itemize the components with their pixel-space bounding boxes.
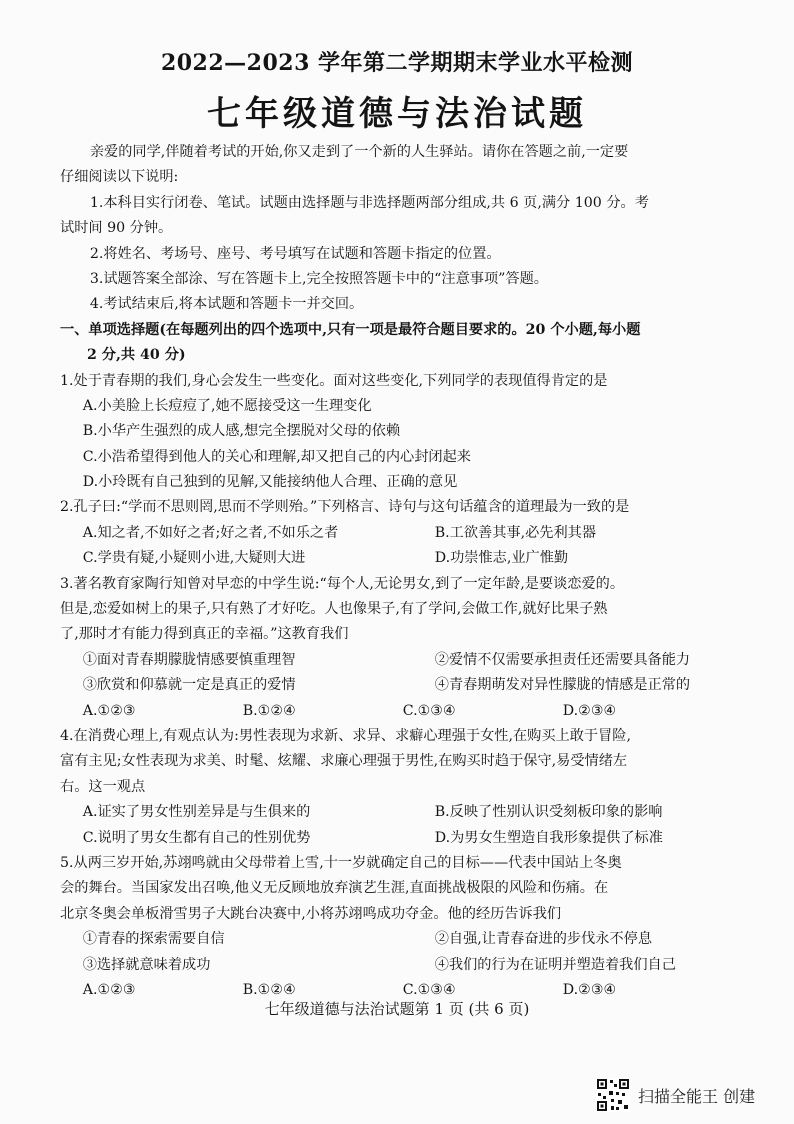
question-3-options-row [60,699,750,724]
question-4-option-a: A.证实了男女性别差异是与生俱来的 [82,804,311,821]
exam-content [60,140,750,1003]
question-2-option-c: C.学贵有疑,小疑则小进,大疑则大进 [82,550,306,567]
question-4-option-c: C.说明了男女生都有自己的性别优势 [82,829,311,846]
question-1-option-c: C.小浩希望得到他人的关心和理解,却又把自己的内心封闭起来 [82,448,471,465]
question-3-statement-1: ①面对青春期朦胧情感要慎重理智 [82,651,296,668]
question-3-stem-cont: 了,那时才有能力得到真正的幸福。”这教育我们 [60,626,349,643]
question-3-option-c: C.①③④ [402,702,456,719]
exam-subject-title: 七年级道德与法治试题 [207,94,587,134]
question-1-option-a: A.小美脸上长痘痘了,她不愿接受这一生理变化 [82,397,372,414]
question-5-stem: 5.从两三岁开始,苏翊鸣就由父母带着上雪,十一岁就确定自己的目标——代表中国站上冬奥 [60,854,622,871]
question-5-statement-1: ①青春的探索需要自信 [82,931,225,948]
question-5-option-b: B.①②④ [242,981,296,998]
question-3-stem-cont: 但是,恋爱如树上的果子,只有熟了才好吃。人也像果子,有了学问,会做工作,就好比果子熟 [60,601,608,618]
question-2-option-b: B.工欲善其事,必先利其器 [434,524,597,541]
instruction-1-cont: 试时间 90 分钟。 [60,220,173,237]
question-1-option-b: B.小华产生强烈的成人感,想完全摆脱对父母的依赖 [82,423,401,440]
question-3-statement-4: ④青春期萌发对异性朦胧的情感是正常的 [434,677,691,694]
question-5-option-c: C.①③④ [402,981,456,998]
question-5-statements-row [60,953,750,978]
question-3-option-b: B.①②④ [242,702,296,719]
intro-line: 亲爱的同学,伴随着考试的开始,你又走到了一个新的人生驿站。请你在答题之前,一定要 [89,144,629,160]
question-4-stem-cont: 右。这一观点 [60,778,146,795]
instruction-1: 1.本科目实行闭卷、笔试。试题由选择题与非选择题两部分组成,共 6 页,满分 100 分。考 [89,194,649,211]
scanner-label: 扫描全能王 创建 [638,1086,756,1106]
question-5-statement-4: ④我们的行为在证明并塑造着我们自己 [434,956,676,973]
question-3-statement-3: ③欣赏和仰慕就一定是真正的爱情 [82,677,296,694]
exam-term-title: 2022—2023 学年第二学期期末学业水平检测 [160,50,634,76]
question-2-option-a: A.知之者,不如好之者;好之者,不如乐之者 [82,524,339,541]
question-3-stem: 3.著名教育家陶行知曾对早恋的中学生说:“每个人,无论男女,到了一定年龄,是要谈恋爱的。 [60,575,625,592]
question-4-stem-cont: 富有主见;女性表现为求美、时髦、炫耀、求廉心理强于男性,在购买时趋于保守,易受情绪左 [60,753,628,770]
question-2-options-row [60,521,750,546]
question-1-stem: 1.处于青春期的我们,身心会发生一些变化。面对这些变化,下列同学的表现值得肯定的是 [60,372,608,389]
page-footer: 七年级道德与法治试题第 1 页 (共 6 页) [264,1000,530,1018]
question-5-statement-3: ③选择就意味着成功 [82,956,211,973]
question-5-statement-2: ②自强,让青春奋进的步伐永不停息 [434,931,653,948]
instruction-2: 2.将姓名、考场号、座号、考号填写在试题和答题卡指定的位置。 [89,245,501,262]
question-3-statements-row [60,673,750,698]
question-5-stem-cont: 会的舞台。当国家发出召唤,他义无反顾地放弃演艺生涯,直面挑战极限的风险和伤痛。在 [60,880,609,897]
question-2-stem: 2.孔子曰:“学而不思则罔,思而不学则殆。”下列格言、诗句与这句话蕴含的道理最为一致的是 [60,499,630,516]
section-heading: 一、单项选择题(在每题列出的四个选项中,只有一项是最符合题目要求的。20 个小题,每小题 [60,321,641,338]
question-4-options-row [60,826,750,851]
question-4-stem: 4.在消费心理上,有观点认为:男性表现为求新、求异、求癖心理强于女性,在购买上敢于冒险, [60,727,631,744]
question-5-option-a: A.①②③ [82,981,136,998]
question-2-option-d: D.功崇惟志,业广惟勤 [434,550,569,567]
question-3-statements-row [60,648,750,673]
question-3-option-d: D.②③④ [562,702,617,719]
question-3-statement-2: ②爱情不仅需要承担责任还需要具备能力 [434,651,691,668]
question-5-option-d: D.②③④ [562,981,617,998]
qr-code-icon [596,1078,630,1112]
question-4-option-d: D.为男女生塑造自我形象提供了标准 [434,829,663,846]
question-1-option-d: D.小玲既有自己独到的见解,又能接纳他人合理、正确的意见 [82,474,458,491]
instruction-4: 4.考试结束后,将本试题和答题卡一并交回。 [89,296,364,313]
scanner-watermark [596,1078,755,1112]
question-2-options-row [60,546,750,571]
instruction-3: 3.试题答案全部涂、写在答题卡上,完全按照答题卡中的“注意事项”答题。 [89,270,548,287]
section-heading-cont: 2 分,共 40 分) [86,347,186,364]
question-3-option-a: A.①②③ [82,702,136,719]
intro-line: 仔细阅读以下说明: [60,169,179,186]
question-4-option-b: B.反映了性别认识受刻板印象的影响 [434,804,663,821]
question-5-stem-cont: 北京冬奥会单板滑雪男子大跳台决赛中,小将苏翊鸣成功夺金。他的经历告诉我们 [60,905,562,922]
question-5-statements-row [60,927,750,952]
question-4-options-row [60,800,750,825]
